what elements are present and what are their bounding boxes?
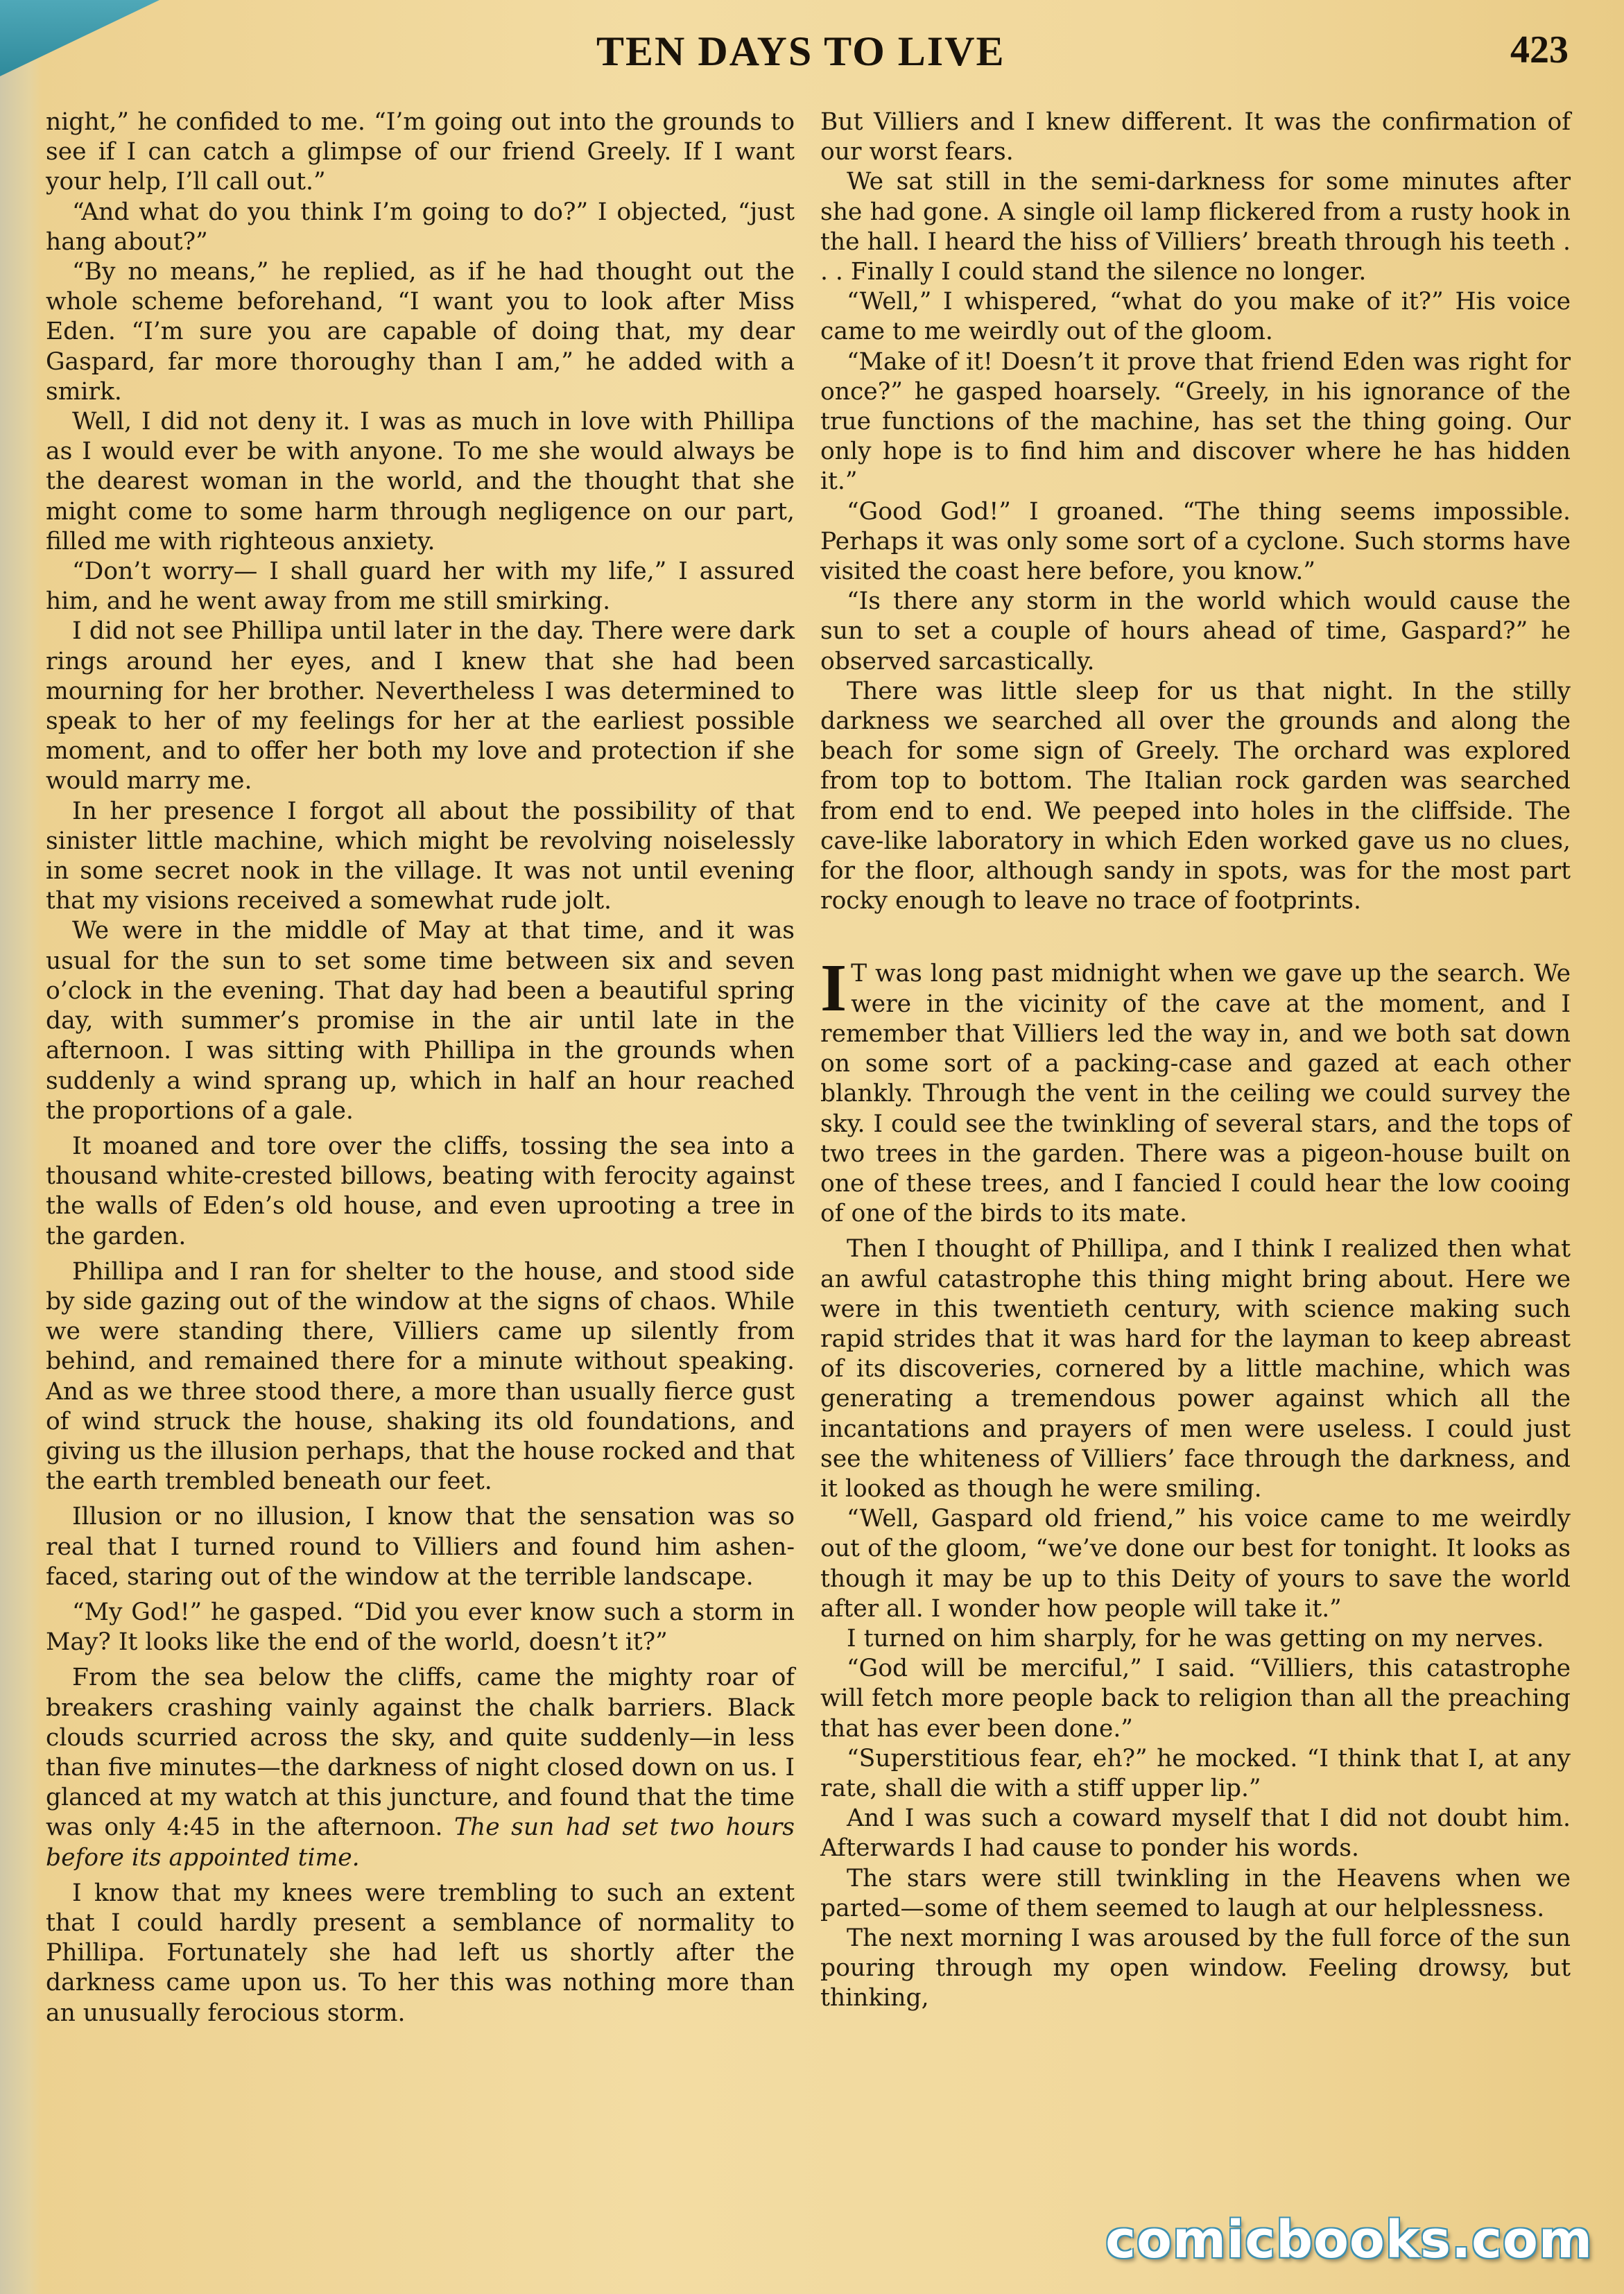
paragraph: “Superstitious fear, eh?” he mocked. “I think that I, at any rate, shall die with a stiff upper lip.”	[820, 1744, 1571, 1802]
paragraph-text: From the sea below the cliffs, came the mighty roar of breakers crashing vainly against the chalk barriers. Black clouds scurried across the sky, and quite suddenly—in less than five minutes—the darkness of night closed down on us. I glanced at my watch at this juncture, and found that the time was only 4:45 in the afternoon.	[46, 1664, 795, 1842]
page-number: 423	[1510, 28, 1569, 71]
paragraph: It moaned and tore over the cliffs, tossing the sea into a thousand white-crested billows, beating with ferocity against the walls of Eden’s old house, and even uprooting a tree in the garden.	[46, 1132, 795, 1250]
paragraph: And I was such a coward myself that I did not doubt him. Afterwards I had cause to ponder his words.	[820, 1804, 1571, 1863]
right-column	[820, 107, 1571, 2014]
paragraph: “Is there any storm in the world which would cause the sun to set a couple of hours ahead of time, Gaspard?” he observed sarcastically.	[820, 587, 1571, 675]
paragraph: There was little sleep for us that night. In the stilly darkness we searched all over the grounds and along the beach for some sign of Greely. The orchard was explored from top to bottom. The Italian rock garden was searched from end to end. We peeped into holes in the cliffside. The cave-like laboratory in which Eden worked gave us no clues, for the floor, although sandy in spots, was for the most part rocky enough to leave no trace of footprints.	[820, 677, 1571, 915]
site-watermark: comicbooks.com	[1105, 2210, 1593, 2270]
paragraph: Phillipa and I ran for shelter to the house, and stood side by side gazing out of the window at the signs of chaos. While we were standing there, Villiers came up silently from behind, and remained there for a minute without speaking. And as we three stood there, a more than usually fierce gust of wind struck the house, shaking its old foundations, and giving us the illusion perhaps, that the house rocked and that the earth trembled beneath our feet.	[46, 1257, 795, 1496]
paragraph: I turned on him sharply, for he was getting on my nerves.	[847, 1624, 1544, 1653]
paragraph: Illusion or no illusion, I know that the sensation was so real that I turned round to Villiers and found him ashen-faced, staring out of the window at the terrible landscape.	[46, 1503, 795, 1591]
paragraph: “Make of it! Doesn’t it prove that friend Eden was right for once?” he gasped hoarsely. “Greely, in his ignorance of the true functions of the machine, has set the thing going. Our only hope is to find him and discover where he has hidden it.”	[820, 347, 1571, 496]
page-edge-shadow	[0, 0, 42, 2294]
paragraph: Well, I did not deny it. I was as much in love with Phillipa as I would ever be with anyone. To me she would always be the dearest woman in the world, and the thought that she might come to some harm through negligence on our part, filled me with righteous anxiety.	[46, 408, 795, 555]
paragraph: The next morning I was aroused by the full force of the sun pouring through my open window. Feeling drowsy, but thinking,	[820, 1924, 1571, 2012]
paragraph: night,” he confided to me. “I’m going out into the grounds to see if I can catch a glimpse of our friend Greely. If I want your help, I’ll call out.”	[46, 108, 795, 196]
paragraph: “My God!” he gasped. “Did you ever know such a storm in May? It looks like the end of the world, doesn’t it?”	[46, 1598, 795, 1657]
paragraph: “By no means,” he replied, as if he had thought out the whole scheme beforehand, “I want you to look after Miss Eden. “I’m sure you are capable of doing that, my dear Gaspard, far more thoroughy than I am,” he added with a smirk.	[46, 258, 795, 406]
section-start-paragraph	[820, 951, 1571, 1229]
paragraph: “Good God!” I groaned. “The thing seems impossible. Perhaps it was only some sort of a cyclone. Such storms have visited the coast here before, you know.”	[820, 497, 1571, 586]
paragraph: But Villiers and I knew different. It was the confirmation of our worst fears.	[820, 108, 1571, 166]
paragraph: We were in the middle of May at that time, and it was usual for the sun to set some time between six and seven o’clock in the evening. That day had been a beautiful spring day, with summer’s promise in the air until late in the afternoon. I was sitting with Phillipa in the grounds when suddenly a wind sprang up, which in half an hour reached the proportions of a gale.	[46, 917, 795, 1125]
italic-sentence: The sun had set two hours before its appointed time.	[46, 1813, 795, 1872]
paragraph: “God will be merciful,” I said. “Villiers, this catastrophe will fetch more people back to religion than all the preaching that has ever been done.”	[820, 1655, 1571, 1743]
left-column	[46, 107, 795, 2028]
paragraph: I know that my knees were trembling to such an extent that I could hardly present a semblance of normality to Phillipa. Fortunately she had left us shortly after the darkness came upon us. To her this was nothing more than an unusually ferocious storm.	[46, 1879, 795, 2027]
paragraph: Then I thought of Phillipa, and I think I realized then what an awful catastrophe this thing might bring about. Here we were in this twentieth century, with science making such rapid strides that it was hard for the layman to keep abreast of its discoveries, cornered by a little machine, which was generating a tremendous power against which all the incantations and prayers of men were useless. I could just see the whiteness of Villiers’ face through the darkness, and it looked as though he were smiling.	[820, 1235, 1571, 1503]
paragraph-text: T was long past midnight when we gave up the search. We were in the vicinity of the cave at the moment, and I remember that Villiers led the way in, and we both sat down on some sort of a packing-case and gazed at each other blankly. Through the vent in the ceiling we could survey the sky. I could see the twinkling of several stars, and the tops of two trees in the garden. There was a pigeon-house built on one of these trees, and I fancied I could hear the low cooing of one of the birds to its mate.	[820, 960, 1571, 1228]
paragraph: The stars were still twinkling in the Heavens when we parted—some of them seemed to laugh at our helplessness.	[820, 1864, 1571, 1922]
paragraph: “Well, Gaspard old friend,” his voice came to me weirdly out of the gloom, “we’ve done our best for tonight. It looks as though it may be up to this Deity of yours to save the world after all. I wonder how people will take it.”	[820, 1505, 1571, 1623]
paragraph: “And what do you think I’m going to do?” I objected, “just hang about?”	[46, 198, 795, 256]
paragraph-with-italic	[46, 1663, 795, 1872]
running-head: TEN DAYS TO LIVE	[596, 28, 1005, 74]
drop-cap: I	[820, 951, 847, 1026]
paragraph: “Don’t worry— I shall guard her with my life,” I assured him, and he went away from me still smirking.	[46, 558, 795, 616]
paragraph: We sat still in the semi-darkness for some minutes after she had gone. A single oil lamp flickered from a rusty hook in the hall. I heard the hiss of Villiers’ breath through his teeth . . . Finally I could stand the silence no longer.	[820, 168, 1571, 286]
corner-tab	[0, 0, 159, 76]
paragraph: “Well,” I whispered, “what do you make of it?” His voice came to me weirdly out of the gloom.	[820, 288, 1571, 346]
paragraph: I did not see Phillipa until later in the day. There were dark rings around her eyes, and I knew that she had been mourning for her brother. Nevertheless I was determined to speak to her of my feelings for her at the earliest possible moment, and to offer her both my love and protection if she would marry me.	[46, 617, 795, 795]
paragraph: In her presence I forgot all about the possibility of that sinister little machine, which might be revolving noiselessly in some secret nook in the village. It was not until evening that my visions received a somewhat rude jolt.	[46, 797, 795, 915]
